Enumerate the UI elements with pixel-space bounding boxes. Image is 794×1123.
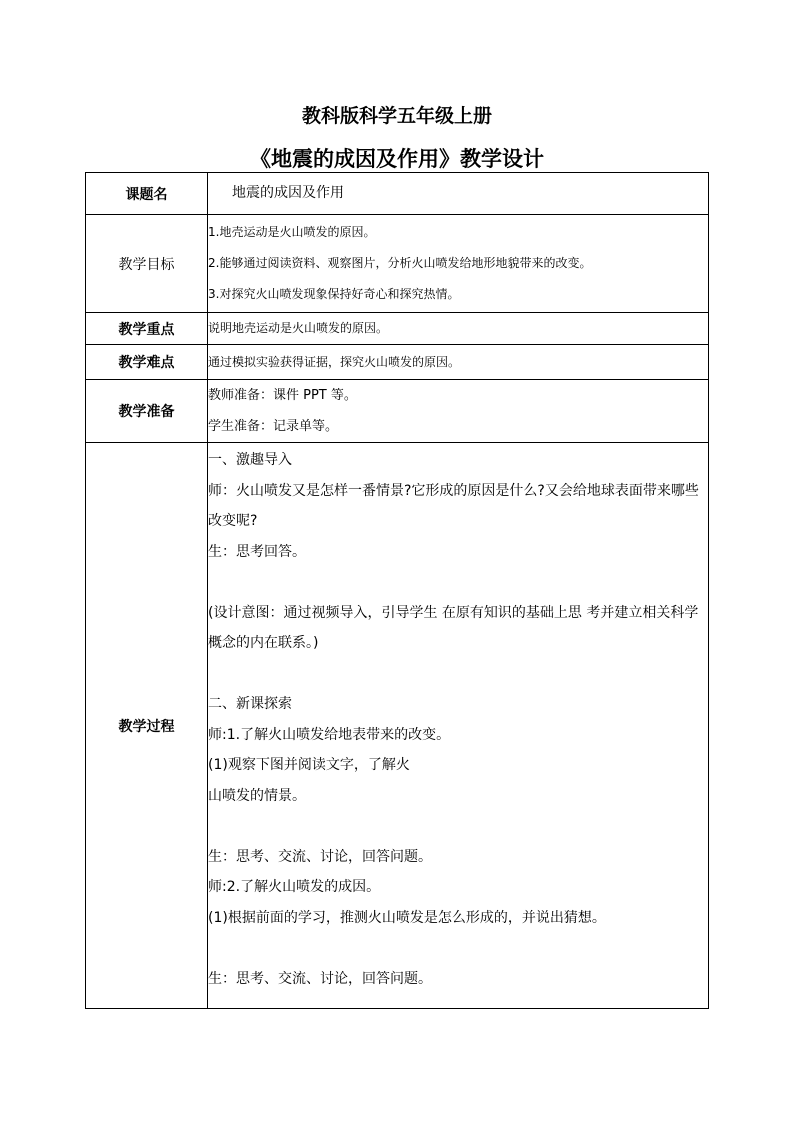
lesson-plan-table [85,172,709,1009]
row-label-difficulties: 教学难点 [86,345,208,380]
row-label-topic: 课题名 [86,173,208,215]
process-paragraph: 师:1.了解火山喷发给地表带来的改变。 [208,726,451,743]
table-row [86,443,709,1009]
preparation-item: 学生准备：记录单等。 [208,419,339,434]
process-paragraph: 生：思考、交流、讨论，回答问题。 [208,970,432,987]
goal-item: 1.地壳运动是火山喷发的原因。 [208,225,376,239]
process-paragraph: 生：思考回答。 [208,543,306,560]
table-row [86,313,709,345]
document-subtitle: 《地震的成因及作用》教学设计 [250,147,544,171]
row-label-preparation: 教学准备 [86,380,208,443]
difficulty-text: 通过模拟实验获得证据，探究火山喷发的原因。 [208,354,461,369]
table-row [86,345,709,380]
process-paragraph: 山喷发的情景。 [208,787,306,804]
process-paragraph: 师：火山喷发又是怎样一番情景?它形成的原因是什么?又会给地球表面带来哪些改变呢? [208,482,699,529]
row-content-goals [208,215,709,313]
row-label-process: 教学过程 [86,443,208,1009]
process-paragraph: (1)根据前面的学习，推测火山喷发是怎么形成的，并说出猜想。 [208,909,606,926]
process-heading: 二、新课探索 [208,696,292,712]
process-paragraph: 师:2.了解火山喷发的成因。 [208,879,381,895]
process-paragraph: (设计意图：通过视频导入，引导学生 在原有知识的基础上思 考并建立相关科学概念的内在联系。) [208,604,699,651]
row-label-key-points: 教学重点 [86,313,208,345]
process-paragraph: (1)观察下图并阅读文字，了解火 [208,757,410,773]
table-row [86,215,709,313]
document-title: 教科版科学五年级上册 [301,105,492,127]
process-heading: 一、激趣导入 [208,452,292,468]
goal-item: 2.能够通过阅读资料、观察图片，分析火山喷发给地形地貌带来的改变。 [208,256,592,270]
goal-item: 3.对探究火山喷发现象保持好奇心和探究热情。 [208,287,460,301]
table-row [86,380,709,443]
table-row [86,173,709,215]
row-content-key-points [208,313,709,345]
topic-text: 地震的成因及作用 [232,185,344,201]
preparation-item: 教师准备：课件 PPT 等。 [208,388,357,403]
row-content-preparation [208,380,709,443]
row-content-difficulties [208,345,709,380]
key-point-text: 说明地壳运动是火山喷发的原因。 [208,321,389,335]
process-paragraph: 生：思考、交流、讨论，回答问题。 [208,848,432,865]
row-label-goals: 教学目标 [86,215,208,313]
row-content-topic [208,173,709,215]
row-content-process [208,443,709,1009]
